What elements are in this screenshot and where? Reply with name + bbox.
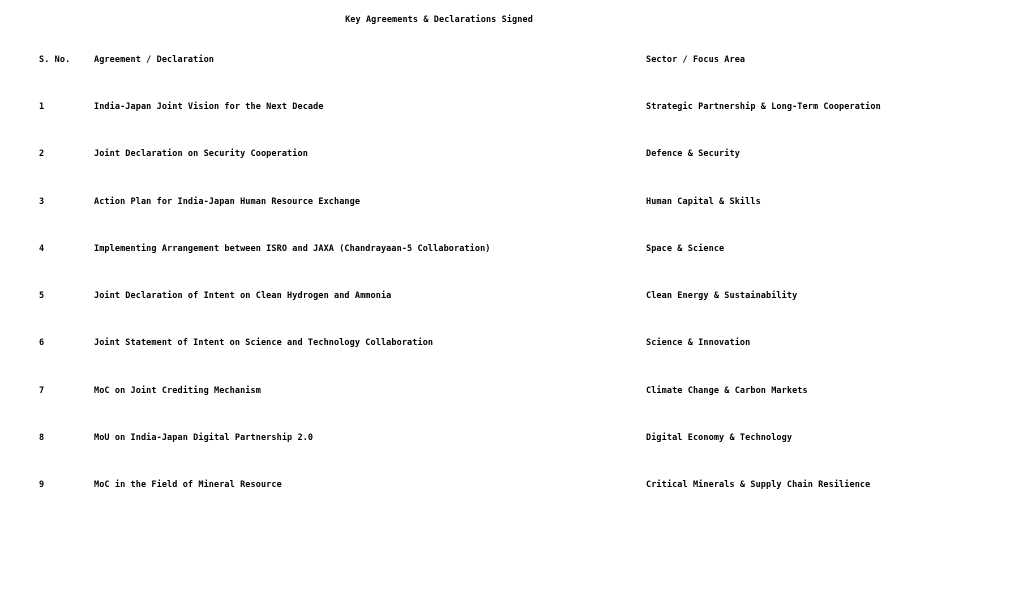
row-sector: Clean Energy & Sustainability [646, 291, 798, 301]
row-number: 5 [39, 291, 45, 301]
row-number: 4 [39, 244, 45, 254]
table-row [0, 290, 1024, 302]
table-row [0, 432, 1024, 444]
header-sector: Sector / Focus Area [646, 55, 746, 65]
table-row [0, 479, 1024, 491]
row-agreement: MoU on India-Japan Digital Partnership 2.0 [94, 433, 314, 443]
row-sector: Science & Innovation [646, 338, 751, 348]
row-sector: Strategic Partnership & Long-Term Cooperation [646, 102, 881, 112]
row-agreement: Implementing Arrangement between ISRO and JAXA (Chandrayaan-5 Collaboration) [94, 244, 491, 254]
row-agreement: MoC on Joint Crediting Mechanism [94, 386, 261, 396]
row-sector: Space & Science [646, 244, 725, 254]
row-agreement: Joint Declaration on Security Cooperation [94, 149, 308, 159]
table-row [0, 385, 1024, 397]
row-sector: Critical Minerals & Supply Chain Resilience [646, 480, 871, 490]
row-agreement: Joint Statement of Intent on Science and Technology Collaboration [94, 338, 434, 348]
table-row [0, 196, 1024, 208]
table-row [0, 243, 1024, 255]
row-agreement: MoC in the Field of Mineral Resource [94, 480, 282, 490]
header-agreement: Agreement / Declaration [94, 55, 215, 65]
table-row [0, 101, 1024, 113]
row-sector: Human Capital & Skills [646, 197, 761, 207]
row-number: 2 [39, 149, 45, 159]
row-sector: Defence & Security [646, 149, 740, 159]
page-title: Key Agreements & Declarations Signed [345, 15, 533, 25]
row-number: 1 [39, 102, 45, 112]
row-agreement: India-Japan Joint Vision for the Next Decade [94, 102, 324, 112]
row-number: 8 [39, 433, 45, 443]
row-number: 6 [39, 338, 45, 348]
row-number: 9 [39, 480, 45, 490]
row-agreement: Action Plan for India-Japan Human Resource Exchange [94, 197, 361, 207]
table-header [0, 54, 1024, 66]
row-sector: Climate Change & Carbon Markets [646, 386, 808, 396]
table-row [0, 148, 1024, 160]
row-sector: Digital Economy & Technology [646, 433, 793, 443]
row-number: 7 [39, 386, 45, 396]
row-number: 3 [39, 197, 45, 207]
row-agreement: Joint Declaration of Intent on Clean Hydrogen and Ammonia [94, 291, 392, 301]
table-row [0, 337, 1024, 349]
header-sno: S. No. [39, 55, 71, 65]
